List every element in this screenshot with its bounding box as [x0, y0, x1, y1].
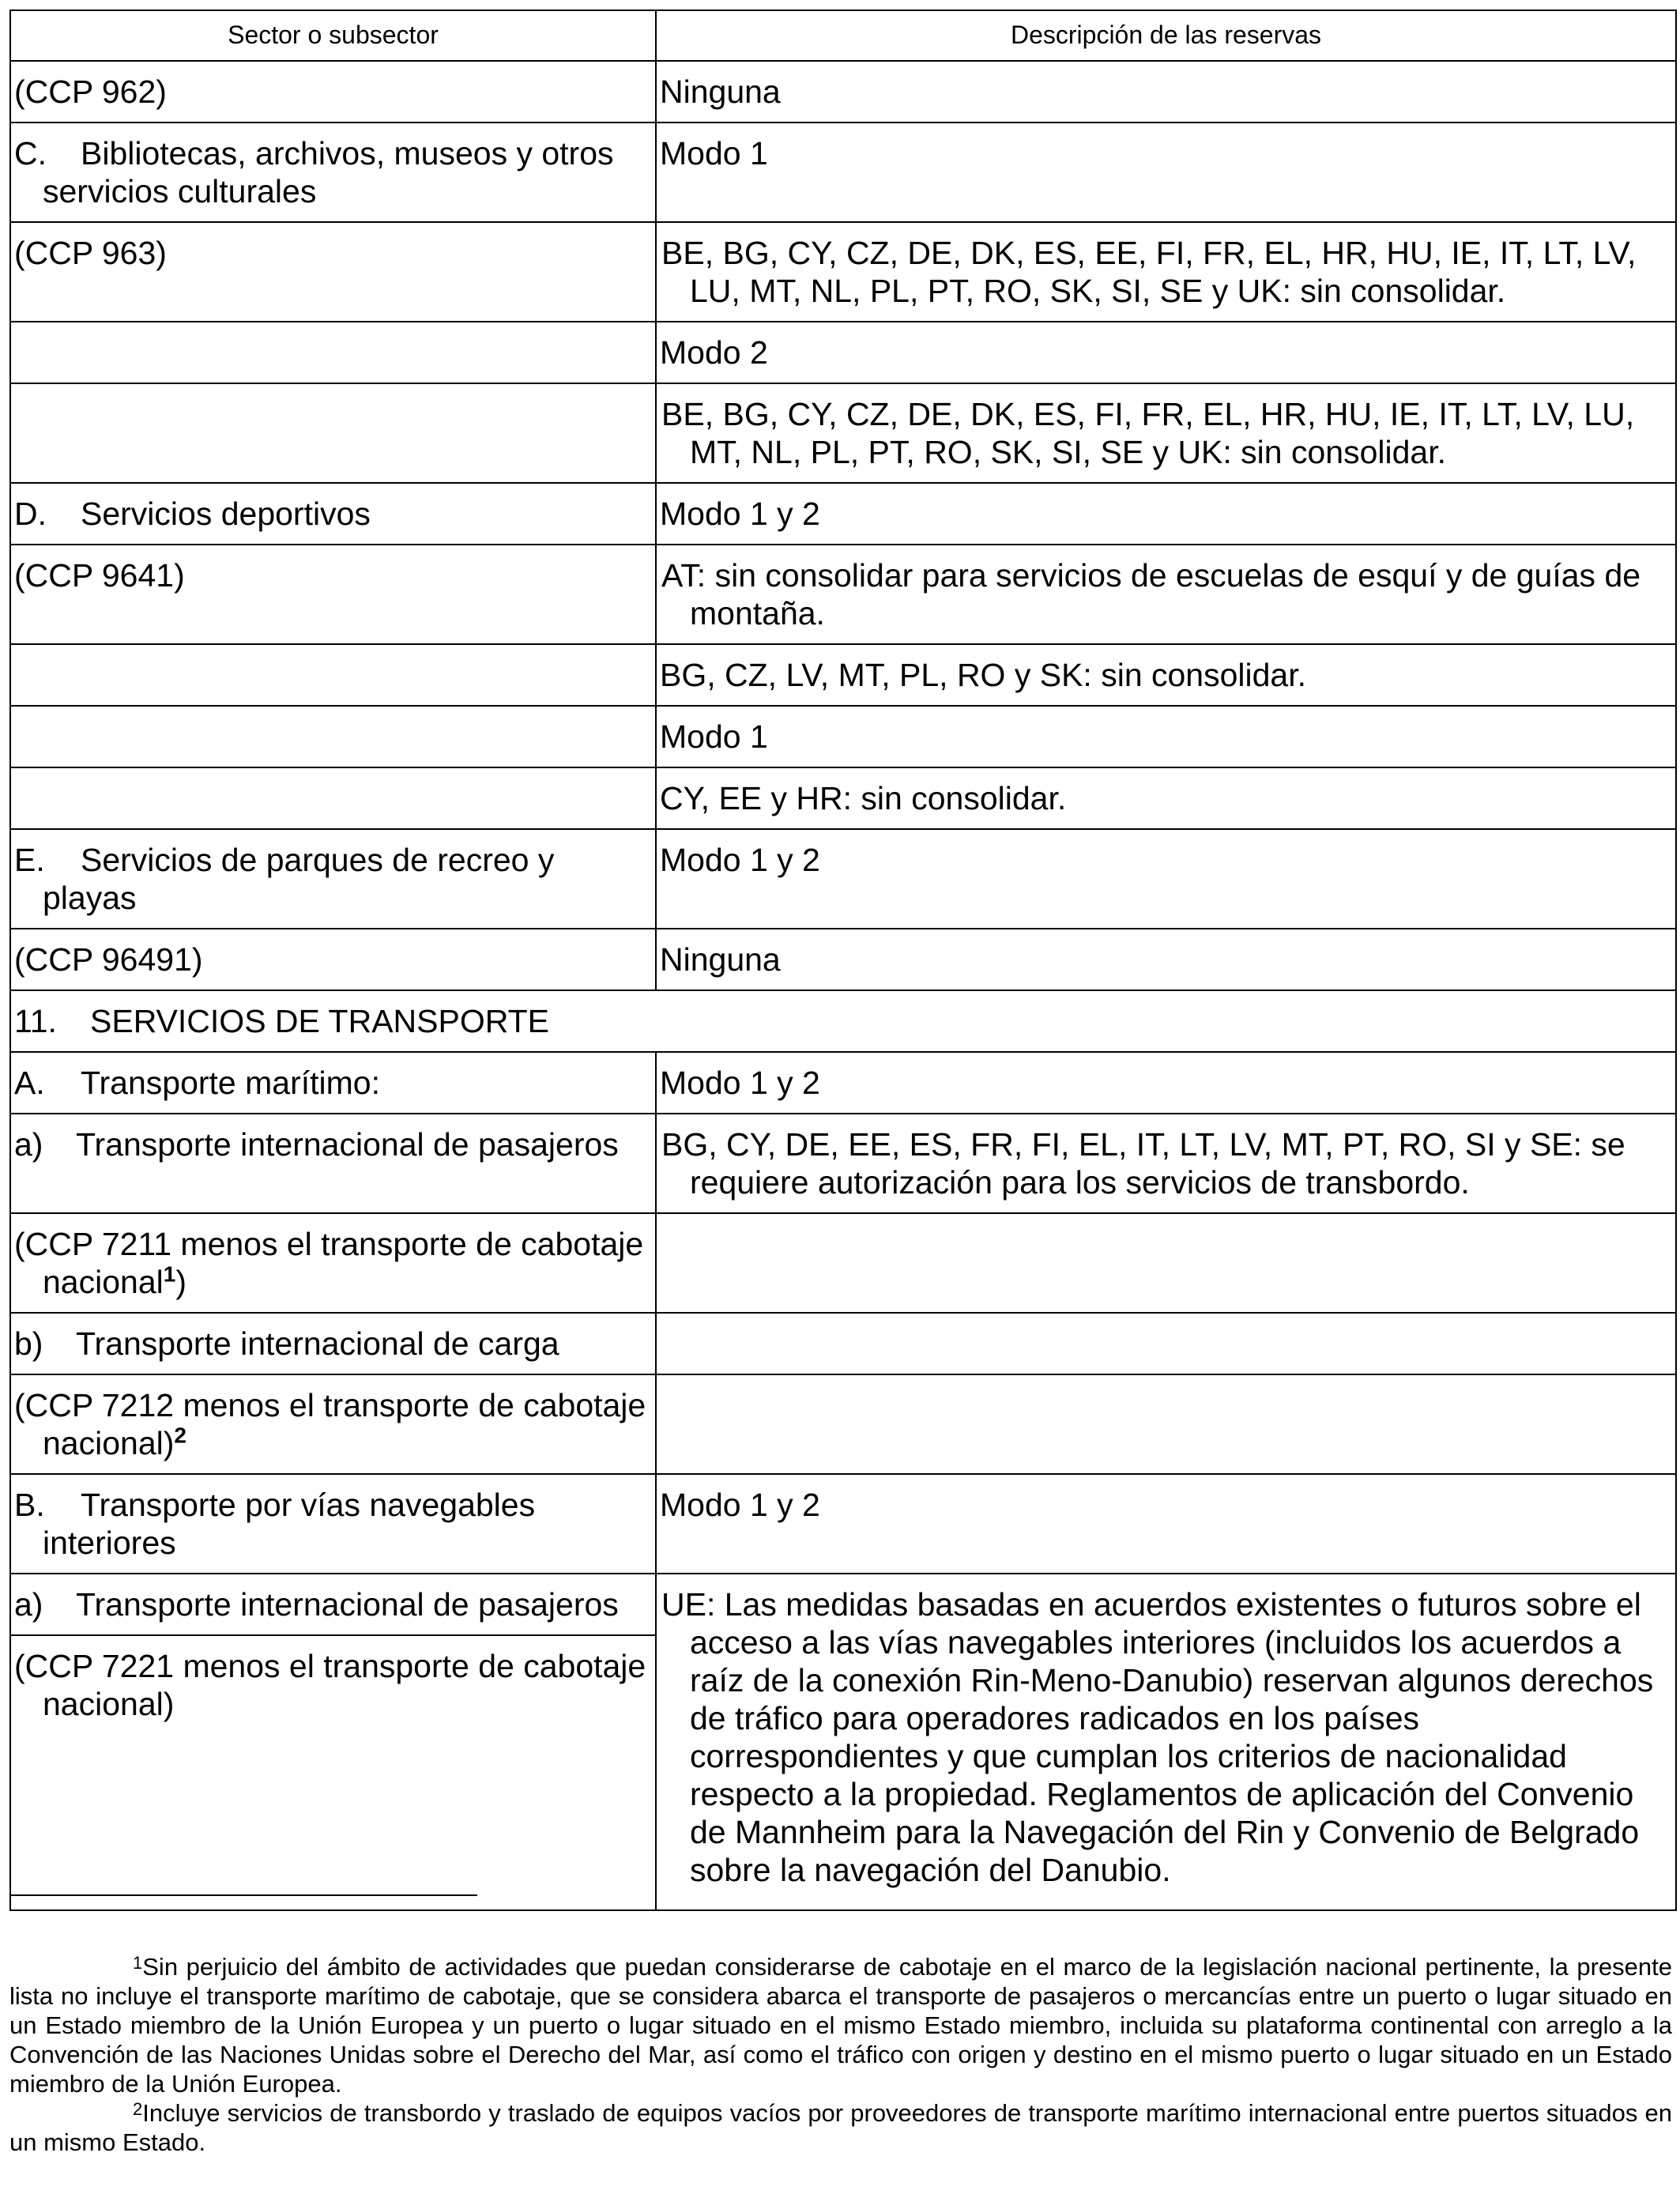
sector-cell [10, 123, 656, 222]
footnote-number: 1 [133, 1953, 143, 1973]
footnotes [9, 1952, 1672, 2157]
sector-cell [10, 1374, 656, 1474]
sector-text-tail: ) [175, 1264, 186, 1300]
table-row [10, 767, 1676, 829]
table-row [10, 322, 1676, 383]
sector-cell [10, 483, 656, 545]
table-row [10, 61, 1676, 123]
descripcion-cell: AT: sin consolidar para servicios de escuelas de esquí y de guías de montaña. [656, 545, 1676, 644]
column-header-descripcion: Descripción de las reservas [656, 10, 1676, 61]
sector-label: a) [14, 1586, 43, 1623]
descripcion-cell: Modo 1 y 2 [656, 829, 1676, 929]
section-number: 11. [14, 1003, 57, 1039]
descripcion-cell: BE, BG, CY, CZ, DE, DK, ES, EE, FI, FR, EL, HR, HU, IE, IT, LT, LV, LU, MT, NL, PL, PT, RO, SK, SI, SE y UK: sin consolidar. [656, 222, 1676, 322]
sector-label: A. [14, 1065, 45, 1101]
sector-cell [10, 322, 656, 383]
descripcion-cell: UE: Las medidas basadas en acuerdos existentes o futuros sobre el acceso a las vías navegables interiores (incluidos los acuerdos a raíz de la conexión Rin-Meno-Danubio) reservan algunos derechos de tráfico para operadores radicados en los países correspondientes y que cumplan los criterios de nacionalidad respecto a la propiedad. Reglamentos de aplicación del Convenio de Mannheim para la Navegación del Rin y Convenio de Belgrado sobre la navegación del Danubio. [656, 1574, 1676, 1910]
sector-text: Transporte internacional de pasajeros [76, 1126, 619, 1163]
descripcion-cell: Modo 1 y 2 [656, 1474, 1676, 1574]
descripcion-cell: Ninguna [656, 929, 1676, 990]
sector-label: B. [14, 1487, 45, 1523]
table-row [10, 929, 1676, 990]
sector-text: Transporte marítimo: [81, 1065, 380, 1101]
section-row [10, 990, 1676, 1052]
sector-label: b) [14, 1325, 43, 1362]
reservations-table [9, 9, 1677, 1911]
table-header-row [10, 10, 1676, 61]
table-row [10, 706, 1676, 767]
sector-text: Bibliotecas, archivos, museos y otros servicios culturales [43, 135, 614, 209]
sector-label: a) [14, 1126, 43, 1163]
descripcion-cell: Modo 1 [656, 123, 1676, 222]
sector-label: E. [14, 842, 45, 878]
descripcion-cell: BG, CY, DE, EE, ES, FR, FI, EL, IT, LT, LV, MT, PT, RO, SI y SE: se requiere autorización para los servicios de transbordo. [656, 1114, 1676, 1213]
sector-cell [10, 644, 656, 706]
footnote-separator [9, 1894, 477, 1896]
sector-cell: (CCP 9641) [10, 545, 656, 644]
descripcion-cell: Ninguna [656, 61, 1676, 123]
descripcion-cell: BE, BG, CY, CZ, DE, DK, ES, FI, FR, EL, HR, HU, IE, IT, LT, LV, LU, MT, NL, PL, PT, RO, SK, SI, SE y UK: sin consolidar. [656, 383, 1676, 483]
table-row [10, 1213, 1676, 1313]
descripcion-cell: Modo 1 [656, 706, 1676, 767]
sector-cell [10, 706, 656, 767]
sector-cell [10, 1474, 656, 1574]
descripcion-cell: Modo 2 [656, 322, 1676, 383]
sector-cell [10, 829, 656, 929]
sector-cell: (CCP 963) [10, 222, 656, 322]
column-header-sector: Sector o subsector [10, 10, 656, 61]
descripcion-cell: Modo 1 y 2 [656, 1052, 1676, 1114]
footnote-2 [9, 2098, 1672, 2157]
sector-cell [10, 1213, 656, 1313]
sector-label: C. [14, 135, 47, 172]
footnote-1 [9, 1952, 1672, 2098]
table-row [10, 545, 1676, 644]
sector-cell: (CCP 96491) [10, 929, 656, 990]
section-heading [10, 990, 1676, 1052]
descripcion-cell: BG, CZ, LV, MT, PL, RO y SK: sin consolidar. [656, 644, 1676, 706]
sector-text: Servicios de parques de recreo y playas [43, 842, 555, 916]
sector-text: (CCP 7211 menos el transporte de cabotaje nacional [14, 1226, 644, 1300]
sector-text: Transporte internacional de pasajeros [76, 1586, 619, 1623]
table-row [10, 483, 1676, 545]
sector-cell [10, 767, 656, 829]
footnote-number: 2 [133, 2099, 143, 2119]
descripcion-cell: Modo 1 y 2 [656, 483, 1676, 545]
table-row [10, 829, 1676, 929]
sector-text: Transporte internacional de carga [76, 1325, 559, 1362]
sector-cell [10, 1052, 656, 1114]
table-row [10, 644, 1676, 706]
table-row [10, 1574, 1676, 1635]
section-title: SERVICIOS DE TRANSPORTE [90, 1003, 549, 1039]
descripcion-cell: CY, EE y HR: sin consolidar. [656, 767, 1676, 829]
table-row [10, 1052, 1676, 1114]
sector-cell [10, 383, 656, 483]
descripcion-cell [656, 1374, 1676, 1474]
sector-text: Servicios deportivos [81, 496, 371, 532]
footnote-text: Incluye servicios de transbordo y traslado de equipos vacíos por proveedores de transporte marítimo internacional entre puertos situados en un mismo Estado. [9, 2099, 1672, 2156]
table-row [10, 123, 1676, 222]
sector-cell: (CCP 962) [10, 61, 656, 123]
table-row [10, 1374, 1676, 1474]
table-row [10, 1313, 1676, 1374]
sector-text: (CCP 7212 menos el transporte de cabotaje nacional) [14, 1387, 646, 1461]
table-row [10, 383, 1676, 483]
descripcion-cell [656, 1213, 1676, 1313]
footnote-text: Sin perjuicio del ámbito de actividades que puedan considerarse de cabotaje en el marco de la legislación nacional pertinente, la presente lista no incluye el transporte marítimo de cabotaje, que se considera abarca el transporte de pasajeros o mercancías entre un puerto o lugar situado en un Estado miembro de la Unión Europea y un puerto o lugar situado en el mismo Estado miembro, incluida su plataforma continental con arreglo a la Convención de las Naciones Unidas sobre el Derecho del Mar, así como el tráfico con origen y destino en el mismo puerto o lugar situado en un Estado miembro de la Unión Europea. [9, 1953, 1672, 2098]
sector-label: D. [14, 496, 47, 532]
sector-cell [10, 1114, 656, 1213]
sector-text: Transporte por vías navegables interiores [43, 1487, 536, 1561]
sector-cell: (CCP 7221 menos el transporte de cabotaje nacional) [10, 1635, 656, 1910]
table-row [10, 222, 1676, 322]
sector-cell [10, 1313, 656, 1374]
footnote-ref[interactable]: 2 [174, 1423, 186, 1448]
footnote-ref[interactable]: 1 [163, 1261, 176, 1287]
table-row [10, 1474, 1676, 1574]
descripcion-cell [656, 1313, 1676, 1374]
table-row [10, 1114, 1676, 1213]
sector-cell [10, 1574, 656, 1635]
